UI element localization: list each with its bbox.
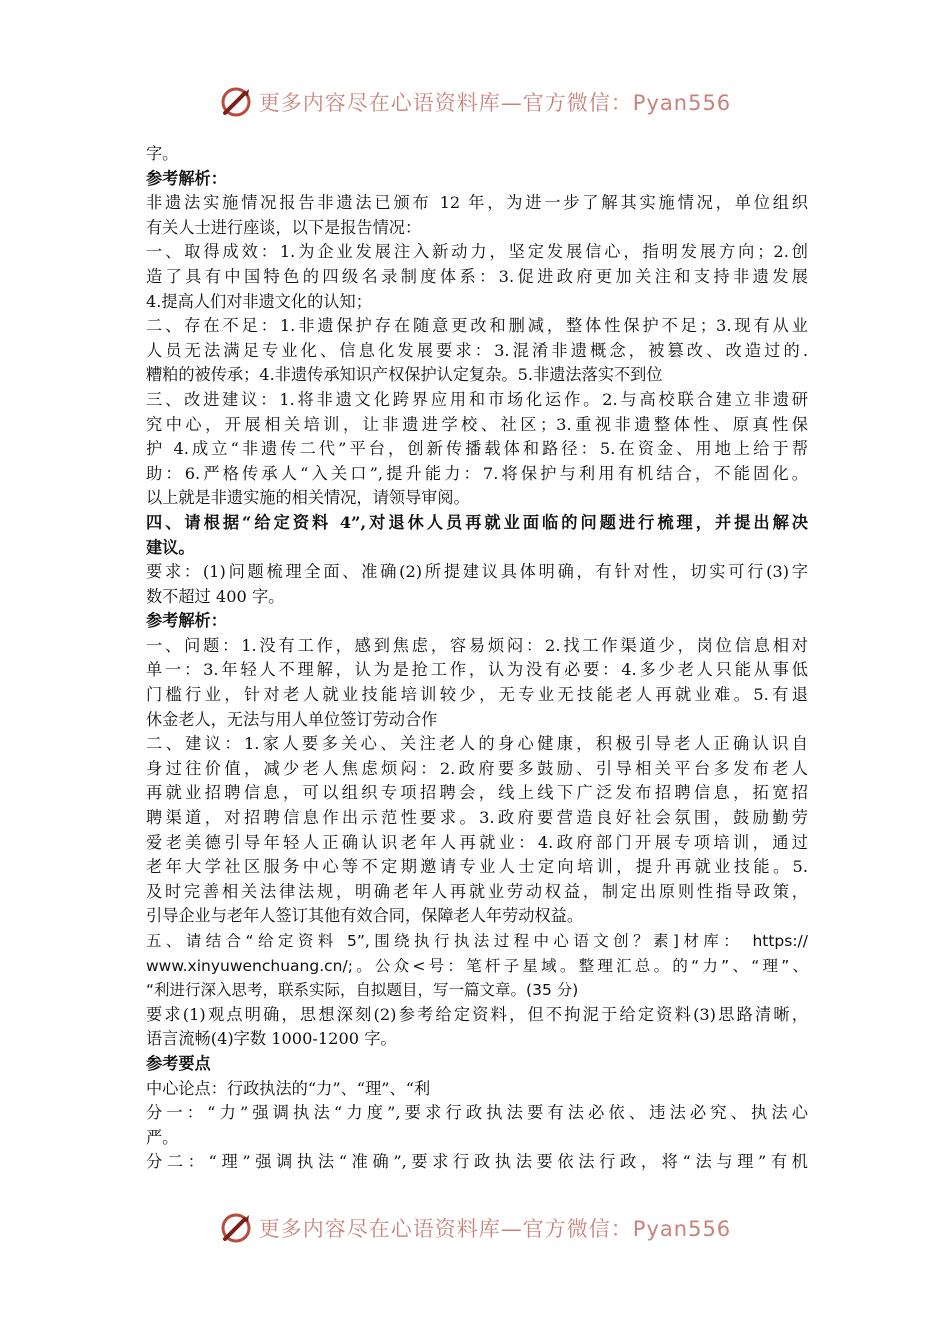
footer-banner <box>0 1208 950 1248</box>
text-line: 三、改进建议：1.将非遗文化跨界应用和市场化运作。2.与高校联合建立非遗研 <box>146 389 808 409</box>
text-line: 及时完善相关法律法规，明确老年人再就业劳动权益，制定出原则性指导政策， <box>146 881 808 901</box>
text-line: 中心论点：行政执法的“力”、“理”、“利 <box>146 1078 431 1098</box>
text-line: 严。 <box>146 1127 179 1147</box>
banner-text: 更多内容尽在心语资料库—官方微信：Pyan556 <box>258 91 732 115</box>
text-line: 非遗法实施情况报告非遗法已颁布 12 年，为进一步了解其实施情况，单位组织 <box>146 193 808 213</box>
text-line: “利进行深入思考，联系实际，自拟题目，写一篇文章。(35 分) <box>146 981 579 1000</box>
banner-text: 更多内容尽在心语资料库—官方微信：Pyan556 <box>258 1217 732 1241</box>
section-heading-line: 参考解析： <box>146 168 227 188</box>
text-line: 一、问题：1.没有工作，感到焦虑，容易烦闷：2.找工作渠道少，岗位信息相对 <box>146 635 808 655</box>
text-line: 单一：3.年轻人不理解，认为是抢工作，认为没有必要：4.多少老人只能从事低 <box>146 660 808 680</box>
text-line: 身过往价值，减少老人焦虑烦闷：2.政府要多鼓励、引导相关平台多发布老人 <box>146 758 808 778</box>
text-line: 分二：“理”强调执法“准确”,要求行政执法要依法行政，将“法与理”有机 <box>146 1152 808 1172</box>
text-line: 爱老美德引导年轻人正确认识老年人再就业：4.政府部门开展专项培训，通过 <box>146 832 808 852</box>
text-line: 糟粕的被传承；4.非遗传承知识产权保护认定复杂。5.非遗法落实不到位 <box>146 365 663 385</box>
text-line: 数不超过 400 字。 <box>146 586 285 606</box>
document-body <box>146 142 808 1175</box>
text-line: 再就业招聘信息，可以组织专项招聘会，线上线下广泛发布招聘信息，拓宽招 <box>146 783 808 803</box>
text-line: 二、建议：1.家人要多关心、关注老人的身心健康，积极引导老人正确认识自 <box>146 734 808 754</box>
section-heading-line: 四、请根据“给定资料 4”,对退休人员再就业面临的问题进行梳理，并提出解决 <box>146 512 808 532</box>
text-line: 要求：(1)问题梳理全面、准确(2)所提建议具体明确，有针对性，切实可行(3)字 <box>146 562 808 582</box>
text-line: 分一：“力”强调执法“力度”,要求行政执法要有法必依、违法必究、执法心 <box>146 1103 808 1123</box>
section-heading-line: 建议。 <box>146 537 195 557</box>
pen-logo-icon <box>219 85 253 119</box>
text-line: 语言流畅(4)字数 1000-1200 字。 <box>146 1029 397 1049</box>
text-line: 引导企业与老年人签订其他有效合同，保障老人年劳动权益。 <box>146 906 584 926</box>
text-line: 门槛行业，针对老人就业技能培训较少，无专业无技能老人再就业难。5.有退 <box>146 685 808 705</box>
section-heading-line: 参考要点 <box>146 1053 211 1073</box>
text-line: 五、请结合“给定资料 5”,围绕执行执法过程中心语文创？素]材库： https:// <box>146 932 808 950</box>
text-line: 究中心，开展相关培训，让非遗进学校、社区；3.重视非遗整体性、原真性保 <box>146 414 808 434</box>
text-line: 人员无法满足专业化、信息化发展要求：3.混淆非遗概念，被篡改、改造过的. <box>146 340 808 360</box>
text-line: 助：6.严格传承人“入关口”,提升能力：7.将保护与利用有机结合，不能固化。 <box>146 463 808 483</box>
pen-logo-icon <box>219 1211 253 1245</box>
text-line: www.xinyuwenchuang.cn/;。公众<号：笔杆子星域。整理汇总。的“力”、“理”、 <box>146 956 808 975</box>
text-line: 休金老人，无法与用人单位签订劳动合作 <box>146 709 438 729</box>
text-line: 有关人士进行座谈，以下是报告情况： <box>146 217 422 237</box>
text-line: 护 4.成立“非遗传二代”平台，创新传播载体和路径：5.在资金、用地上给于帮 <box>146 439 808 459</box>
text-line: 老年大学社区服务中心等不定期邀请专业人士定向培训，提升再就业技能。5. <box>146 857 808 877</box>
text-line: 字。 <box>146 144 179 163</box>
header-banner <box>0 82 950 122</box>
text-line: 以上就是非遗实施的相关情况，请领导审阅。 <box>146 488 470 508</box>
text-line: 一、取得成效：1.为企业发展注入新动力，坚定发展信心，指明发展方向；2.创 <box>146 242 808 262</box>
section-heading-line: 参考解析： <box>146 611 227 631</box>
text-line: 造了具有中国特色的四级名录制度体系：3.促进政府更加关注和支持非遗发展 <box>146 266 808 286</box>
text-line: 聘渠道，对招聘信息作出示范性要求。3.政府要营造良好社会氛围，鼓励勤劳 <box>146 808 808 828</box>
text-line: 要求(1)观点明确，思想深刻(2)参考给定资料，但不拘泥于给定资料(3)思路清晰， <box>146 1004 808 1024</box>
text-line: 二、存在不足：1.非遗保护存在随意更改和删减，整体性保护不足；3.现有从业 <box>146 316 808 336</box>
text-line: 4.提高人们对非遗文化的认知； <box>146 291 372 311</box>
